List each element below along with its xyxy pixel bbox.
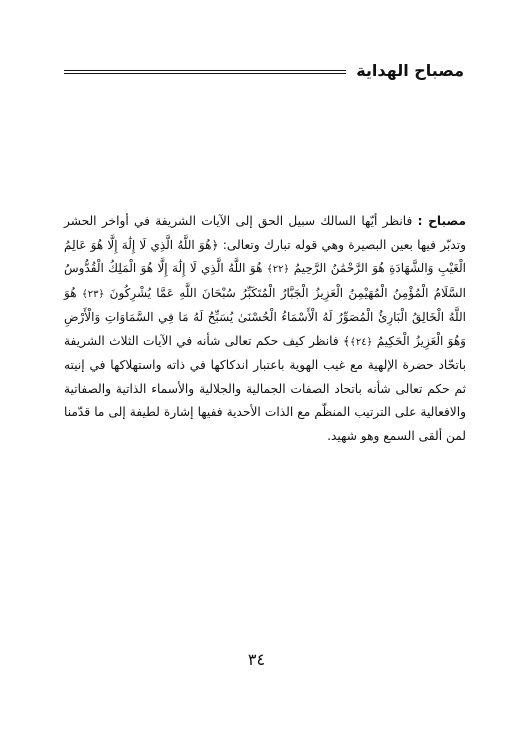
verse-open-bracket: ﴿ — [211, 237, 219, 252]
quran-verse-23: هُوَ اللَّهُ الَّذِي لَا إِلَٰهَ إِلَّا هُوَ الْمَلِكُ الْقُدُّوسُ السَّلَامُ الْمُؤْمِنُ الْمُهَيْمِنُ الْعَزِيزُ الْجَبَّارُ الْمُتَكَبِّرُ سُبْحَانَ اللَّهِ عَمَّا يُشْرِكُونَ — [64, 261, 467, 300]
running-header-title: مصباح الهداية — [346, 60, 464, 82]
quran-verse-24: هُوَ اللَّهُ الْخَالِقُ الْبَارِئُ الْمُصَوِّرُ لَهُ الْأَسْمَاءُ الْحُسْنَىٰ يُسَبِّحُ لَهُ مَا فِي السَّمَاوَاتِ وَالْأَرْضِ وَهُوَ الْعَزِيزُ الْحَكِيمُ — [64, 285, 466, 348]
intro-text: فانظر أيّها السالك سبيل الحق إلى الآيات الشريفة في أواخر الحشر وتدبّر فيها بعين البصيرة وهي قوله تبارك وتعالى: — [64, 214, 466, 252]
body-paragraph — [64, 210, 466, 448]
quran-verse-22: هُوَ اللَّهُ الَّذِي لَا إِلَٰهَ إِلَّا هُوَ عَالِمُ الْغَيْبِ وَالشَّهَادَةِ هُوَ الرَّحْمَٰنُ الرَّحِيمُ — [64, 237, 467, 275]
commentary-text: فانظر كيف حكم تعالى شأنه في الآيات الثلاث الشريفة باتحّاد حضرة الإلهية مع غيب الهوية باعتبار اندكاكها في ذاته واستهلاكها في إنيته ثم حكم تعالى شأنه باتحاد الصفات الجمالية والجلالية والأسماء الذاتية والصفاتية والافعالية على الترتيب المنظّم مع الذات الأحدية ففيها إشارة لطيفة إلى ما قدّمنا لمن ألقى السمع وهو شهيد. — [64, 333, 466, 443]
section-term: مصباح : — [417, 214, 466, 228]
ayah-marker-24: ﴿٢٤﴾ — [350, 336, 373, 348]
ayah-marker-23: ﴿٢٣﴾ — [81, 288, 105, 300]
running-header — [64, 60, 464, 90]
verse-close-bracket: ﴾ — [342, 333, 350, 348]
ayah-marker-22: ﴿٢٢﴾ — [266, 264, 290, 275]
page-number: ٣٤ — [247, 650, 266, 669]
